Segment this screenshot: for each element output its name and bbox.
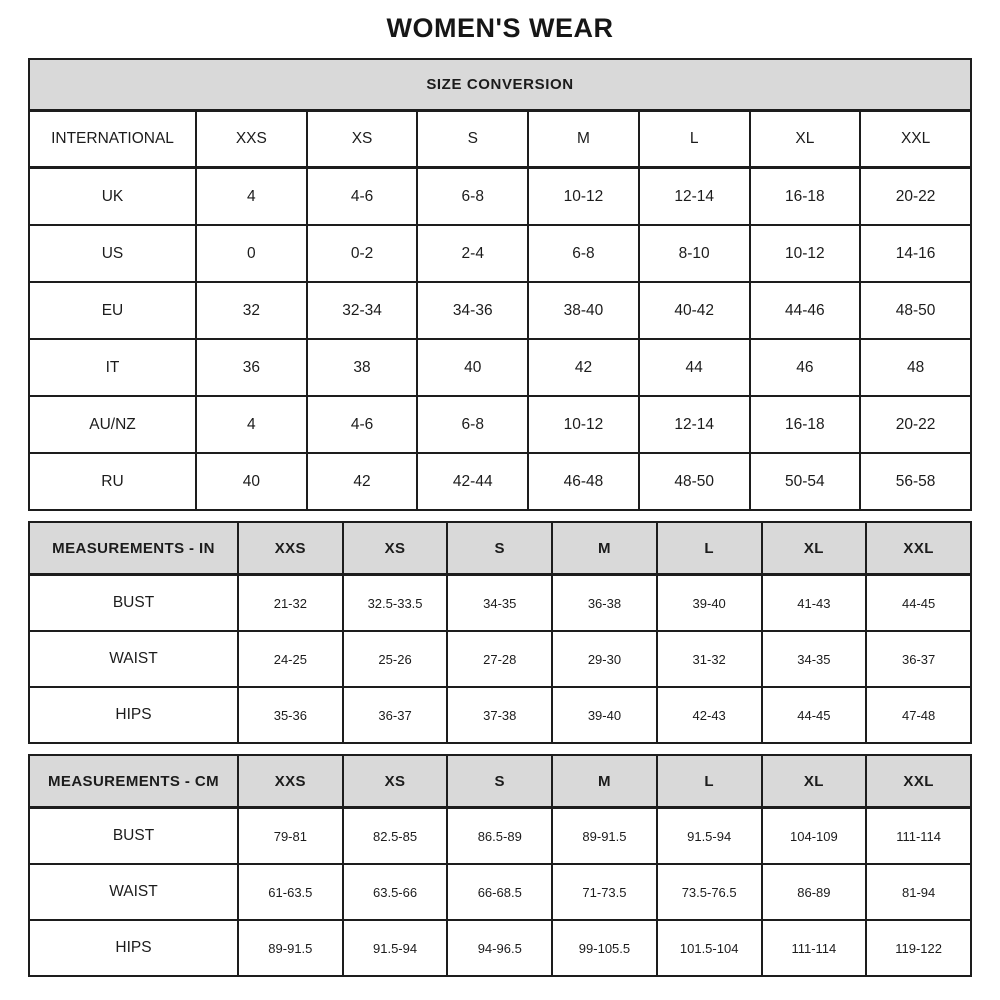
value-cell: 10-12	[750, 225, 861, 282]
size-header: M	[552, 522, 657, 575]
value-cell: 14-16	[860, 225, 971, 282]
row-label: US	[29, 225, 196, 282]
value-cell: 47-48	[866, 687, 971, 743]
value-cell: 56-58	[860, 453, 971, 510]
value-cell: 40	[196, 453, 307, 510]
value-cell: 48	[860, 339, 971, 396]
value-cell: 0-2	[307, 225, 418, 282]
size-conversion-title: SIZE CONVERSION	[29, 59, 971, 111]
value-cell: 38-40	[528, 282, 639, 339]
value-cell: 89-91.5	[238, 920, 343, 976]
value-cell: 86-89	[762, 864, 867, 920]
value-cell: 44-45	[866, 575, 971, 632]
page-title: WOMEN'S WEAR	[386, 13, 614, 43]
value-cell: 16-18	[750, 168, 861, 226]
column-header: XXS	[196, 111, 307, 168]
column-header: L	[639, 111, 750, 168]
value-cell: 39-40	[552, 687, 657, 743]
value-cell: 0	[196, 225, 307, 282]
row-label: HIPS	[29, 687, 238, 743]
value-cell: 12-14	[639, 396, 750, 453]
value-cell: 48-50	[860, 282, 971, 339]
size-header: S	[447, 522, 552, 575]
size-conversion-row	[29, 168, 971, 226]
value-cell: 39-40	[657, 575, 762, 632]
row-label: BUST	[29, 808, 238, 865]
row-label: UK	[29, 168, 196, 226]
row-label: WAIST	[29, 864, 238, 920]
value-cell: 91.5-94	[657, 808, 762, 865]
value-cell: 86.5-89	[447, 808, 552, 865]
row-label: IT	[29, 339, 196, 396]
value-cell: 48-50	[639, 453, 750, 510]
size-header: S	[447, 755, 552, 808]
size-header: L	[657, 522, 762, 575]
size-conversion-row	[29, 453, 971, 510]
size-header: XXS	[238, 755, 343, 808]
row-label: WAIST	[29, 631, 238, 687]
size-header: XL	[762, 522, 867, 575]
measurements-cm-row	[29, 864, 971, 920]
value-cell: 81-94	[866, 864, 971, 920]
size-header: XXS	[238, 522, 343, 575]
value-cell: 34-35	[762, 631, 867, 687]
value-cell: 91.5-94	[343, 920, 448, 976]
value-cell: 31-32	[657, 631, 762, 687]
column-header: M	[528, 111, 639, 168]
value-cell: 10-12	[528, 168, 639, 226]
measurements-cm-header-row	[29, 755, 971, 808]
value-cell: 46-48	[528, 453, 639, 510]
value-cell: 4	[196, 168, 307, 226]
measurements-in-row	[29, 687, 971, 743]
size-header: XXL	[866, 522, 971, 575]
value-cell: 25-26	[343, 631, 448, 687]
measurements-cm-row	[29, 920, 971, 976]
size-header: XXL	[866, 755, 971, 808]
value-cell: 44-45	[762, 687, 867, 743]
value-cell: 42-43	[657, 687, 762, 743]
value-cell: 24-25	[238, 631, 343, 687]
measurements-cm-title: MEASUREMENTS - CM	[29, 755, 238, 808]
value-cell: 41-43	[762, 575, 867, 632]
measurements-in-row	[29, 631, 971, 687]
value-cell: 36-37	[866, 631, 971, 687]
value-cell: 50-54	[750, 453, 861, 510]
size-header: XL	[762, 755, 867, 808]
value-cell: 2-4	[417, 225, 528, 282]
value-cell: 16-18	[750, 396, 861, 453]
measurements-cm-row	[29, 808, 971, 865]
value-cell: 32.5-33.5	[343, 575, 448, 632]
value-cell: 111-114	[866, 808, 971, 865]
value-cell: 6-8	[528, 225, 639, 282]
value-cell: 4	[196, 396, 307, 453]
row-label: HIPS	[29, 920, 238, 976]
value-cell: 71-73.5	[552, 864, 657, 920]
value-cell: 61-63.5	[238, 864, 343, 920]
column-header: INTERNATIONAL	[29, 111, 196, 168]
value-cell: 8-10	[639, 225, 750, 282]
value-cell: 35-36	[238, 687, 343, 743]
value-cell: 36-37	[343, 687, 448, 743]
value-cell: 63.5-66	[343, 864, 448, 920]
value-cell: 20-22	[860, 168, 971, 226]
value-cell: 42	[307, 453, 418, 510]
value-cell: 38	[307, 339, 418, 396]
measurements-in-table	[28, 521, 972, 744]
size-header: XS	[343, 755, 448, 808]
value-cell: 101.5-104	[657, 920, 762, 976]
value-cell: 82.5-85	[343, 808, 448, 865]
value-cell: 4-6	[307, 168, 418, 226]
value-cell: 32	[196, 282, 307, 339]
value-cell: 36	[196, 339, 307, 396]
value-cell: 44	[639, 339, 750, 396]
size-conversion-row	[29, 282, 971, 339]
value-cell: 6-8	[417, 168, 528, 226]
size-conversion-row	[29, 396, 971, 453]
measurements-in-title: MEASUREMENTS - IN	[29, 522, 238, 575]
row-label: EU	[29, 282, 196, 339]
value-cell: 94-96.5	[447, 920, 552, 976]
value-cell: 73.5-76.5	[657, 864, 762, 920]
measurements-in-header-row	[29, 522, 971, 575]
value-cell: 99-105.5	[552, 920, 657, 976]
size-conversion-banner-row	[29, 59, 971, 111]
column-header: XL	[750, 111, 861, 168]
value-cell: 44-46	[750, 282, 861, 339]
size-conversion-row	[29, 339, 971, 396]
value-cell: 89-91.5	[552, 808, 657, 865]
size-header: M	[552, 755, 657, 808]
value-cell: 34-35	[447, 575, 552, 632]
size-header: L	[657, 755, 762, 808]
value-cell: 119-122	[866, 920, 971, 976]
value-cell: 104-109	[762, 808, 867, 865]
value-cell: 4-6	[307, 396, 418, 453]
size-header: XS	[343, 522, 448, 575]
value-cell: 27-28	[447, 631, 552, 687]
size-conversion-row	[29, 225, 971, 282]
value-cell: 40	[417, 339, 528, 396]
value-cell: 20-22	[860, 396, 971, 453]
value-cell: 29-30	[552, 631, 657, 687]
row-label: RU	[29, 453, 196, 510]
value-cell: 37-38	[447, 687, 552, 743]
value-cell: 79-81	[238, 808, 343, 865]
value-cell: 36-38	[552, 575, 657, 632]
value-cell: 111-114	[762, 920, 867, 976]
value-cell: 42-44	[417, 453, 528, 510]
value-cell: 66-68.5	[447, 864, 552, 920]
value-cell: 40-42	[639, 282, 750, 339]
value-cell: 32-34	[307, 282, 418, 339]
value-cell: 10-12	[528, 396, 639, 453]
column-header: XS	[307, 111, 418, 168]
value-cell: 12-14	[639, 168, 750, 226]
value-cell: 46	[750, 339, 861, 396]
column-header: S	[417, 111, 528, 168]
column-header: XXL	[860, 111, 971, 168]
measurements-cm-table	[28, 754, 972, 977]
value-cell: 6-8	[417, 396, 528, 453]
value-cell: 42	[528, 339, 639, 396]
measurements-in-row	[29, 575, 971, 632]
value-cell: 34-36	[417, 282, 528, 339]
size-conversion-table	[28, 58, 972, 511]
row-label: BUST	[29, 575, 238, 632]
value-cell: 21-32	[238, 575, 343, 632]
size-conversion-columns-row	[29, 111, 971, 168]
row-label: AU/NZ	[29, 396, 196, 453]
